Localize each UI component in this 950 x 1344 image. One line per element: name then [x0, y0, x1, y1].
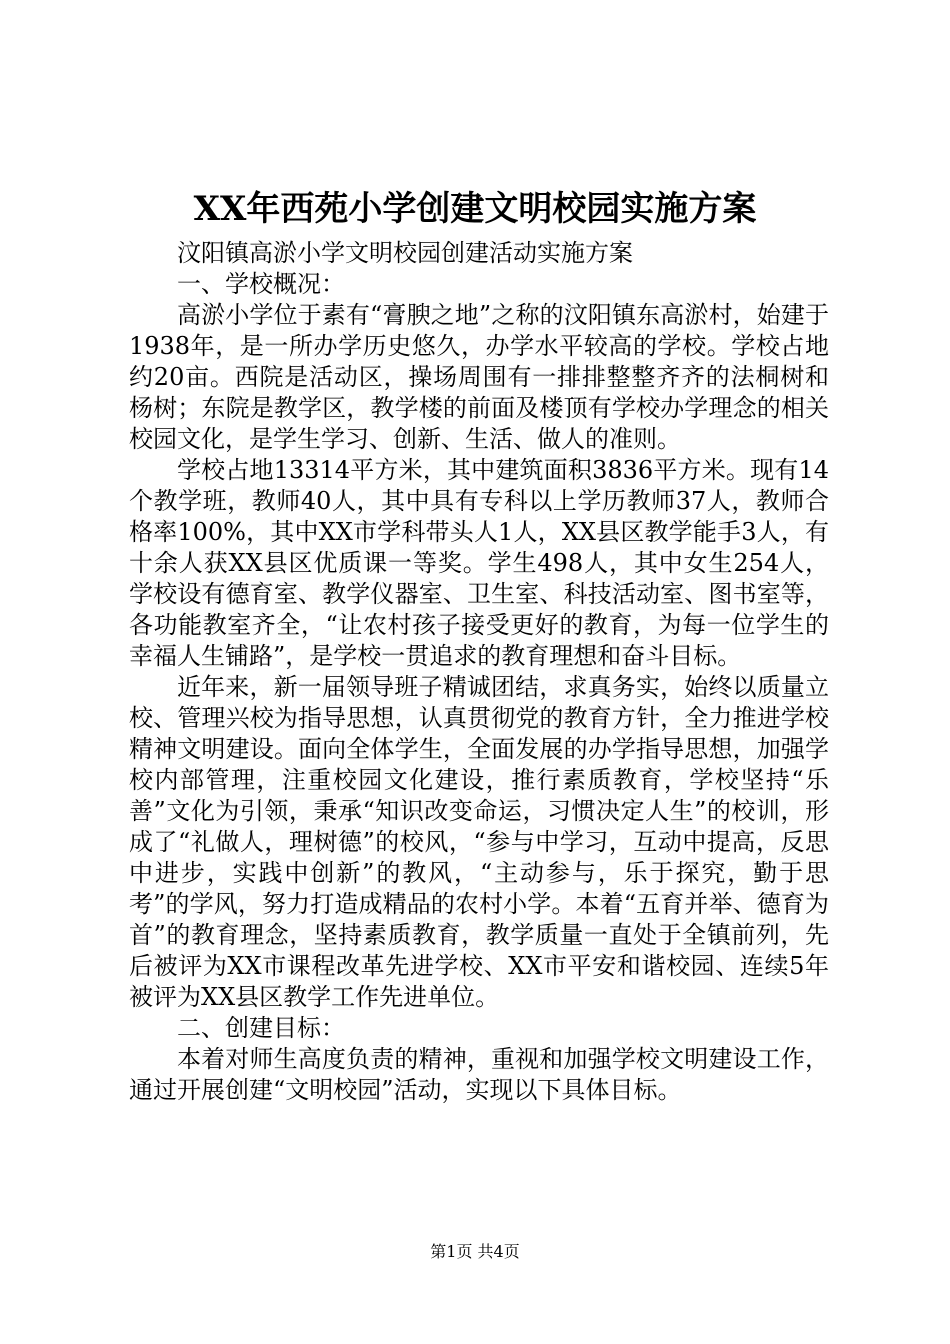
section-heading-overview: 一、学校概况：: [177, 270, 345, 298]
body-paragraph: 本着对师生高度负责的精神，重视和加强学校文明建设工作，通过开展创建“文明校园”活动，实现以下具体目标。: [129, 1045, 829, 1104]
subtitle-paragraph: 汶阳镇高淤小学文明校园创建活动实施方案: [177, 239, 633, 267]
document-title: XX年西苑小学创建文明校园实施方案: [193, 189, 757, 229]
body-paragraph: 近年来，新一届领导班子精诚团结，求真务实，始终以质量立校、管理兴校为指导思想，认真贯彻党的教育方针，全力推进学校精神文明建设。面向全体学生，全面发展的办学指导思想，加强学校内部管理，注重校园文化建设，推行素质教育，学校坚持“乐善”文化为引领，秉承“知识改变命运，习惯决定人生”的校训，形成了“礼做人，理树德”的校风，“参与中学习，互动中提高，反思中进步，实践中创新”的教风，“主动参与，乐于探究，勤于思考”的学风，努力打造成精品的农村小学。本着“五育并举、德育为首”的教育理念，坚持素质教育，教学质量一直处于全镇前列，先后被评为XX市课程改革先进学校、XX市平安和谐校园、连续5年被评为XX县区教学工作先进单位。: [129, 673, 829, 1011]
section-heading-goals: 二、创建目标：: [177, 1014, 345, 1042]
body-paragraph: 高淤小学位于素有“膏腴之地”之称的汶阳镇东高淤村，始建于1938年，是一所办学历史悠久，办学水平较高的学校。学校占地约20亩。西院是活动区，操场周围有一排排整整齐齐的法桐树和杨树；东院是教学区，教学楼的前面及楼顶有学校办学理念的相关校园文化，是学生学习、创新、生活、做人的准则。: [129, 301, 829, 453]
document-body: [129, 238, 829, 1106]
body-paragraph: 学校占地13314平方米，其中建筑面积3836平方米。现有14个教学班，教师40人，其中具有专科以上学历教师37人，教师合格率100%，其中XX市学科带头人1人，XX县区教学能手3人，有十余人获XX县区优质课一等奖。学生498人，其中女生254人，学校设有德育室、教学仪器室、卫生室、科技活动室、图书室等，各功能教室齐全，“让农村孩子接受更好的教育，为每一位学生的幸福人生铺路”，是学校一贯追求的教育理想和奋斗目标。: [129, 456, 829, 670]
page-footer: 第1页 共4页: [430, 1242, 520, 1261]
